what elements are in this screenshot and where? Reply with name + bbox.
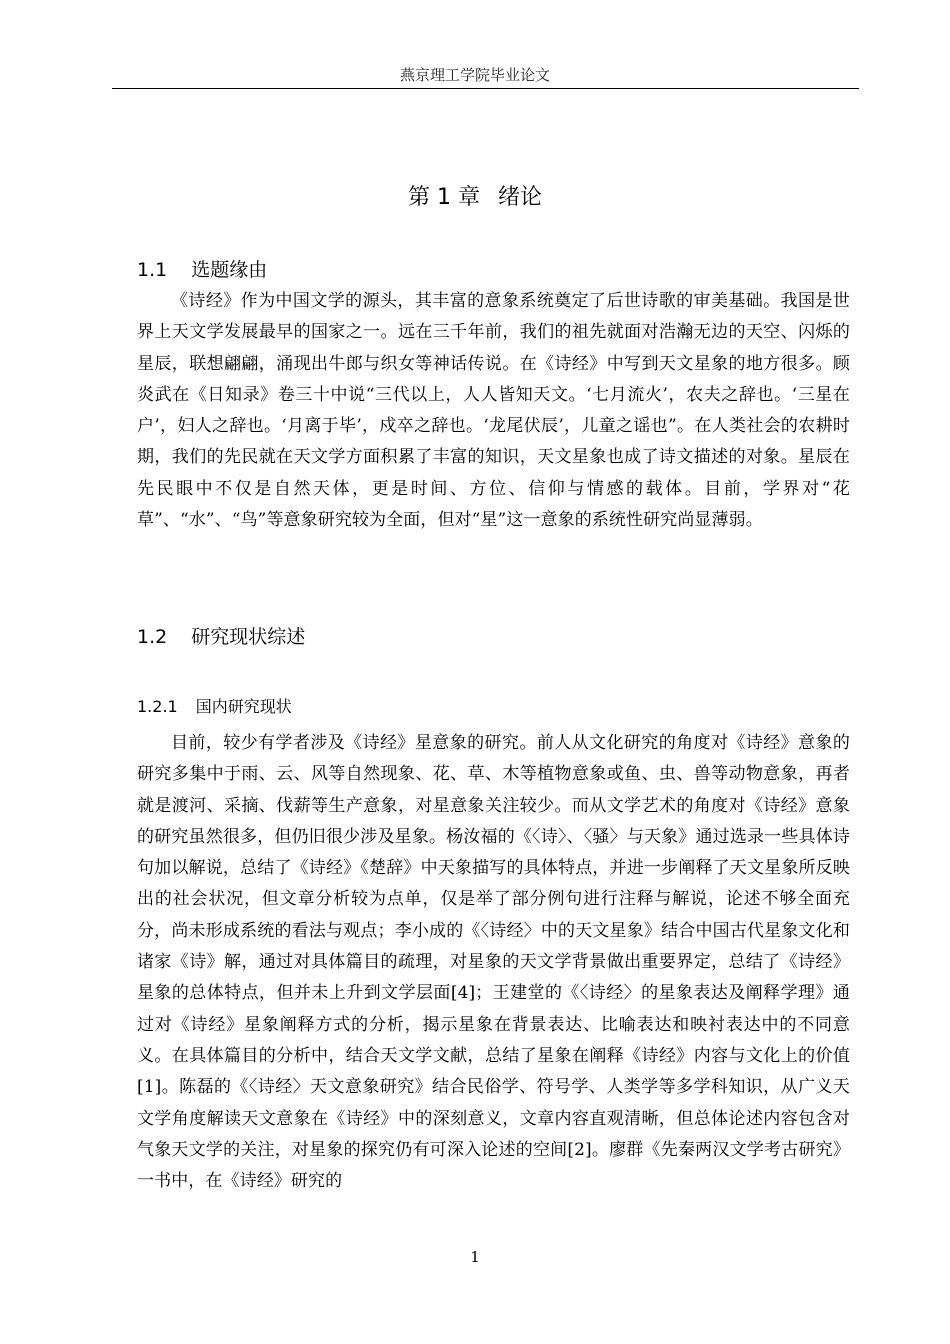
section-title: 选题缘由 bbox=[191, 259, 268, 281]
section-number: 1.1 bbox=[137, 259, 168, 281]
header-divider bbox=[112, 88, 859, 89]
subsection-number: 1.2.1 bbox=[137, 697, 178, 716]
section-heading-1-2 bbox=[137, 622, 305, 649]
chapter-title-text: 绪论 bbox=[497, 185, 542, 210]
subsection-title: 国内研究现状 bbox=[195, 697, 292, 716]
chapter-heading bbox=[0, 180, 950, 211]
chapter-label: 第 1 章 bbox=[408, 185, 480, 210]
section-title: 研究现状综述 bbox=[191, 626, 306, 648]
section-number: 1.2 bbox=[137, 626, 168, 648]
body-paragraph-1-1: 《诗经》作为中国文学的源头，其丰富的意象系统奠定了后世诗歌的审美基础。我国是世界上天文学发展最早的国家之一。远在三千年前，我们的祖先就面对浩瀚无边的天空、闪烁的星辰，联想翩翩，涌现出牛郎与织女等神话传说。在《诗经》中写到天文星象的地方很多。顾炎武在《日知录》卷三十中说“三代以上，人人皆知天文。‘七月流火’，农夫之辞也。‘三星在户’，妇人之辞也。‘月离于毕’，戍卒之辞也。‘龙尾伏辰’，儿童之谣也”。在人类社会的农耕时期，我们的先民就在天文学方面积累了丰富的知识，天文星象也成了诗文描述的对象。星辰在先民眼中不仅是自然天体，更是时间、方位、信仰与情感的载体。目前，学界对“花草”、“水”、“鸟”等意象研究较为全面，但对“星”这一意象的系统性研究尚显薄弱。 bbox=[137, 291, 850, 531]
body-paragraph-1-2-1: 目前，较少有学者涉及《诗经》星意象的研究。前人从文化研究的角度对《诗经》意象的研究多集中于雨、云、风等自然现象、花、草、木等植物意象或鱼、虫、兽等动物意象，再者就是渡河、采摘、伐薪等生产意象，对星意象关注较少。而从文学艺术的角度对《诗经》意象的研究虽然很多，但仍旧很少涉及星象。杨汝福的《〈诗〉、〈骚〉与天象》通过选录一些具体诗句加以解说，总结了《诗经》《楚辞》中天象描写的具体特点，并进一步阐释了天文星象所反映出的社会状况，但文章分析较为点单，仅是举了部分例句进行注释与解说，论述不够全面充分，尚未形成系统的看法与观点；李小成的《〈诗经〉中的天文星象》结合中国古代星象文化和诸家《诗》解，通过对具体篇目的疏理，对星象的天文学背景做出重要界定，总结了《诗经》星象的总体特点，但并未上升到文学层面[4]；王建堂的《〈诗经〉的星象表达及阐释学理》通过对《诗经》星象阐释方式的分析，揭示星象在背景表达、比喻表达和映衬表达中的不同意义。在具体篇目的分析中，结合天文学文献，总结了星象在阐释《诗经》内容与文化上的价值[1]。陈磊的《〈诗经〉天文意象研究》结合民俗学、符号学、人类学等多学科知识，从广义天文学角度解读天文意象在《诗经》中的深刻意义，文章内容直观清晰，但总体论述内容包含对气象天文学的关注，对星象的探究仍有可深入论述的空间[2]。廖群《先秦两汉文学考古研究》一书中，在《诗经》研究的 bbox=[137, 733, 850, 1192]
page-number: 1 bbox=[470, 1248, 480, 1266]
running-header: 燕京理工学院毕业论文 bbox=[399, 66, 550, 84]
subsection-heading-1-2-1 bbox=[137, 694, 292, 717]
section-heading-1-1 bbox=[137, 255, 267, 282]
